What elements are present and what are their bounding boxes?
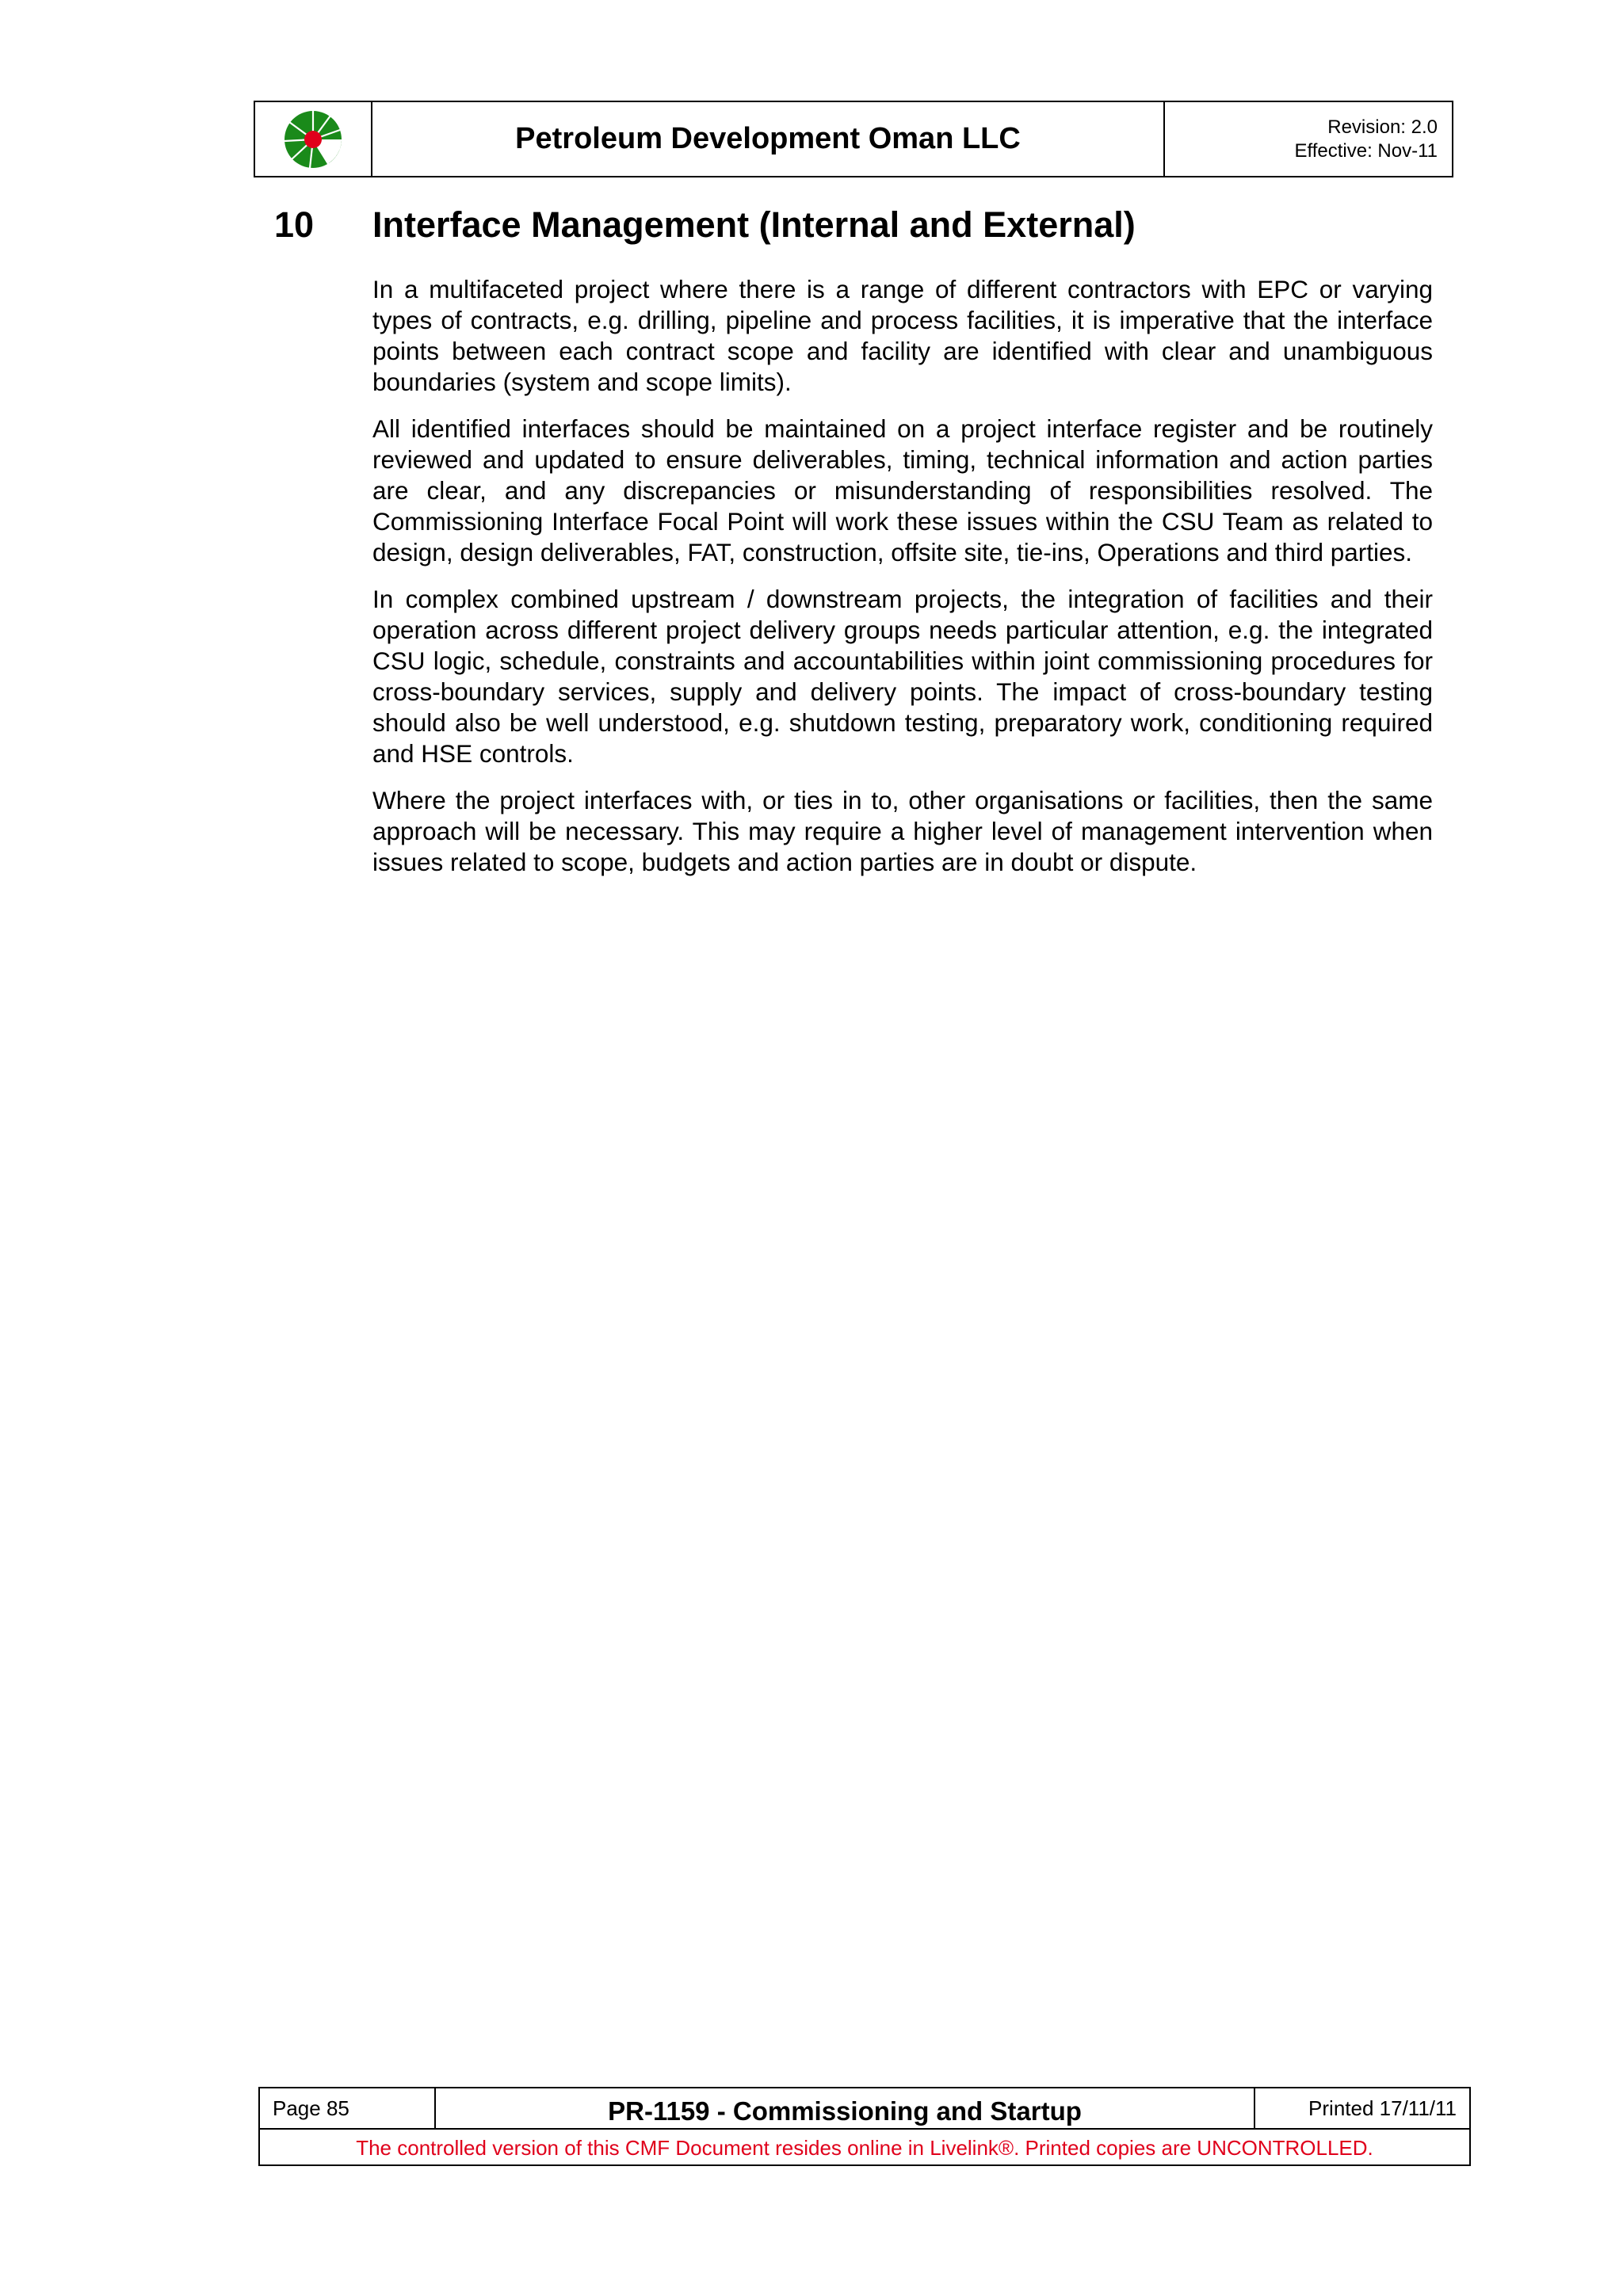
document-footer xyxy=(258,2087,1471,2166)
revision-label: Revision: 2.0 xyxy=(1327,116,1438,138)
footer-info-row xyxy=(260,2088,1469,2130)
paragraph: Where the project interfaces with, or ties in to, other organisations or facilities, then the same approach will be necessary. This may require a higher level of management intervention when issues related to scope, budgets and action parties are in doubt or dispute. xyxy=(372,786,1433,876)
pdo-shell-logo-icon xyxy=(281,108,345,171)
paragraph: All identified interfaces should be maintained on a project interface register and be routinely reviewed and updated to ensure deliverables, timing, technical information and action parties are clear, and any discrepancies or misunderstanding of responsibilities resolved. The Commissioning Interface Focal Point will work these issues within the CSU Team as related to design, design deliverables, FAT, construction, offsite site, tie-ins, Operations and third parties. xyxy=(372,414,1433,566)
document-title: PR-1159 - Commissioning and Startup xyxy=(436,2088,1255,2128)
section-heading xyxy=(274,204,1136,246)
company-name: Petroleum Development Oman LLC xyxy=(372,102,1165,176)
document-header xyxy=(254,101,1453,177)
section-number: 10 xyxy=(274,204,315,245)
printed-date: Printed 17/11/11 xyxy=(1308,2096,1457,2120)
paragraph: In a multifaceted project where there is a range of different contractors with EPC or varying types of contracts, e.g. drilling, pipeline and process facilities, it is imperative that the interface points between each contract scope and facility are identified with clear and unambiguous boundaries (system and scope limits). xyxy=(372,275,1433,396)
revision-block xyxy=(1165,102,1452,176)
logo-cell xyxy=(255,102,372,176)
page-number: Page 85 xyxy=(260,2088,436,2128)
section-title: Interface Management (Internal and External) xyxy=(372,204,1136,245)
effective-date: Effective: Nov-11 xyxy=(1294,139,1438,162)
uncontrolled-notice: The controlled version of this CMF Document resides online in Livelink®. Printed copies are UNCONTROLLED. xyxy=(356,2135,1373,2160)
paragraph: In complex combined upstream / downstream projects, the integration of facilities and their operation across different project delivery groups needs particular attention, e.g. the integrated CSU logic, schedule, constraints and accountabilities within joint commissioning procedures for cross-boundary services, supply and delivery points. The impact of cross-boundary testing should also be well understood, e.g. shutdown testing, preparatory work, conditioning required and HSE controls. xyxy=(372,585,1433,768)
section-body xyxy=(372,274,1433,894)
